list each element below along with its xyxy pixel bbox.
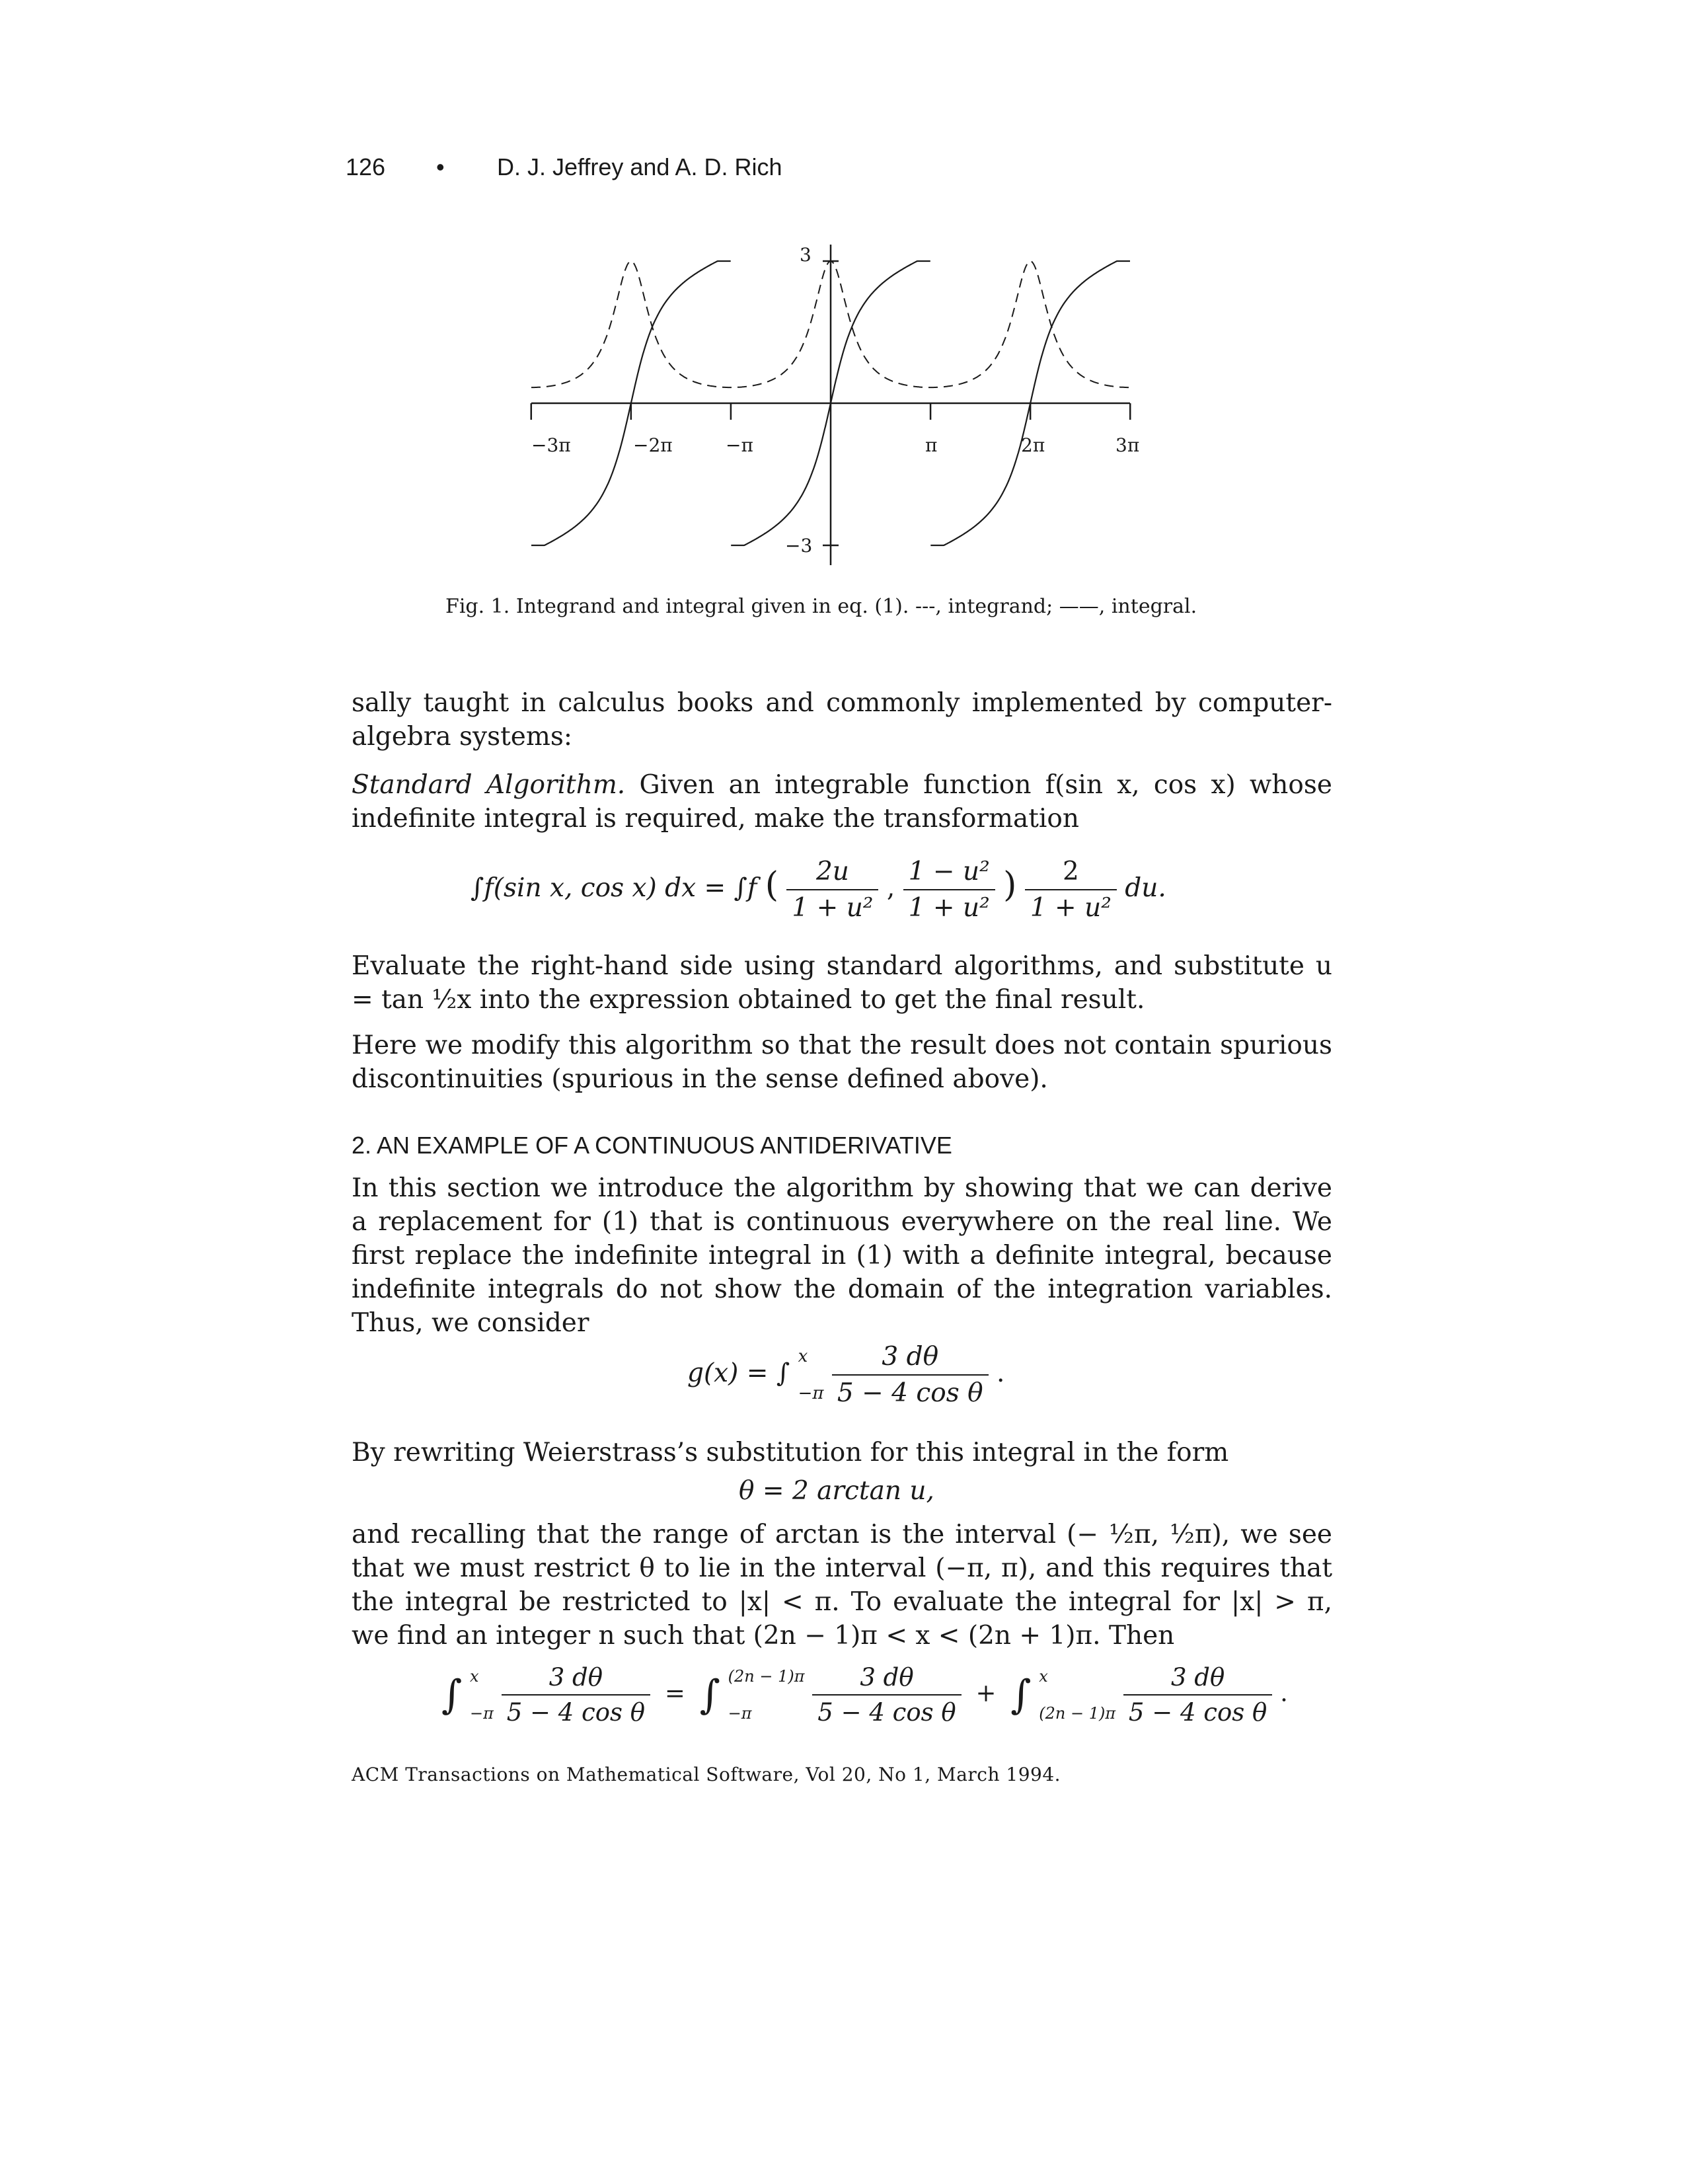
eq1-frac-1: $\frac{2u}{\text{1 + u²}}$	[786, 857, 878, 923]
x-label-pi: π	[925, 434, 938, 456]
standard-algorithm-title: Standard Algorithm.	[352, 770, 626, 800]
page-number: 126	[346, 153, 386, 180]
x-label-negpi: −π	[726, 434, 753, 456]
eq1-lhs: ∫f(sin x, cos x) dx = ∫f	[471, 873, 757, 903]
eq2-lhs: g(x) = ∫	[687, 1358, 790, 1388]
paragraph-6: and recalling that the range of arctan is the interval (− ½π, ½π), we see that we must restrict θ to lie in the interval (−π, π), and this requires that the integral be restricted to |x| < π. To evaluate the integral for |x| > π, we find an integer n such that (2n − 1)π < x < (2n + 1)π. Then	[352, 1520, 1332, 1651]
equation-g-definition: g(x) = ∫ x −π $\frac{3 d\theta}{\text{5 − 4 cos θ}}$ .	[687, 1342, 1005, 1408]
paragraph-5: By rewriting Weierstrass’s substitution for this integral in the form	[352, 1438, 1229, 1467]
figure-caption: Fig. 1. Integrand and integral given in eq. (1). ---, integrand; ——, integral.	[445, 595, 1197, 618]
eq4-frac-3: $\frac{3 d\theta}{\text{5 − 4 cos θ}}$	[1123, 1663, 1272, 1727]
figure-1-plot	[515, 235, 1150, 572]
paragraph-1: sally taught in calculus books and commonly implemented by computer-algebra systems:	[352, 688, 1332, 752]
equation-transformation: ∫f(sin x, cos x) dx = ∫f ( $\frac{2u}{\text{1 + u²}}$ , $\frac{\text{1 − u²}}{\text{1 + u²}}$ ) $\frac{2}{\text{1 + u²}}$ du.	[471, 857, 1166, 923]
standard-algorithm-text: Given an integrable function f(sin x, cos x) whose indefinite integral is required, make the transformation	[352, 770, 1332, 834]
eq4-frac-2: $\frac{3 d\theta}{\text{5 − 4 cos θ}}$	[812, 1663, 961, 1727]
y-label-3: 3	[800, 244, 812, 266]
header-separator: •	[436, 153, 445, 180]
running-head-authors: D. J. Jeffrey and A. D. Rich	[497, 153, 782, 180]
equation-split-integral: ∫ x −π $\frac{3 d\theta}{\text{5 − 4 cos θ}}$ = ∫ (2n − 1)π −π $\frac{3 d\theta}{\text{5 − 4 cos θ}}$ + ∫ x (2n − 1)π $\frac{3 d\theta}{\text{5 − 4 cos θ}}$ .	[441, 1663, 1288, 1727]
journal-footer: ACM Transactions on Mathematical Software, Vol 20, No 1, March 1994.	[352, 1764, 1061, 1785]
eq1-frac-2: $\frac{\text{1 − u²}}{\text{1 + u²}}$	[903, 857, 995, 923]
section-heading: 2. AN EXAMPLE OF A CONTINUOUS ANTIDERIVATIVE	[352, 1132, 952, 1159]
equation-weierstrass: θ = 2 arctan u,	[739, 1476, 934, 1506]
paragraph-4: In this section we introduce the algorithm by showing that we can derive a replacement for (1) that is continuous everywhere on the real line. We first replace the indefinite integral in (1) with a definite integral, because indefinite integrals do not show the domain of the integration variables. Thus, we consider	[352, 1173, 1332, 1338]
x-label-neg3pi: −3π	[531, 434, 571, 456]
y-label-neg3: −3	[785, 535, 813, 557]
paragraph-3: Here we modify this algorithm so that the result does not contain spurious discontinuities (spurious in the sense defined above).	[352, 1031, 1332, 1094]
x-label-3pi: 3π	[1115, 434, 1140, 456]
eq4-frac-1: $\frac{3 d\theta}{\text{5 − 4 cos θ}}$	[502, 1663, 650, 1727]
eq1-tail: du.	[1125, 873, 1166, 903]
eq1-frac-3: $\frac{2}{\text{1 + u²}}$	[1025, 857, 1117, 923]
x-label-neg2pi: −2π	[633, 434, 673, 456]
paragraph-2: Evaluate the right-hand side using standard algorithms, and substitute u = tan ½x into the expression obtained to get the final result.	[352, 951, 1332, 1015]
x-label-2pi: 2π	[1021, 434, 1045, 456]
paragraph-standard-algorithm	[352, 768, 1332, 836]
eq2-frac: $\frac{3 d\theta}{\text{5 − 4 cos θ}}$	[832, 1342, 989, 1408]
